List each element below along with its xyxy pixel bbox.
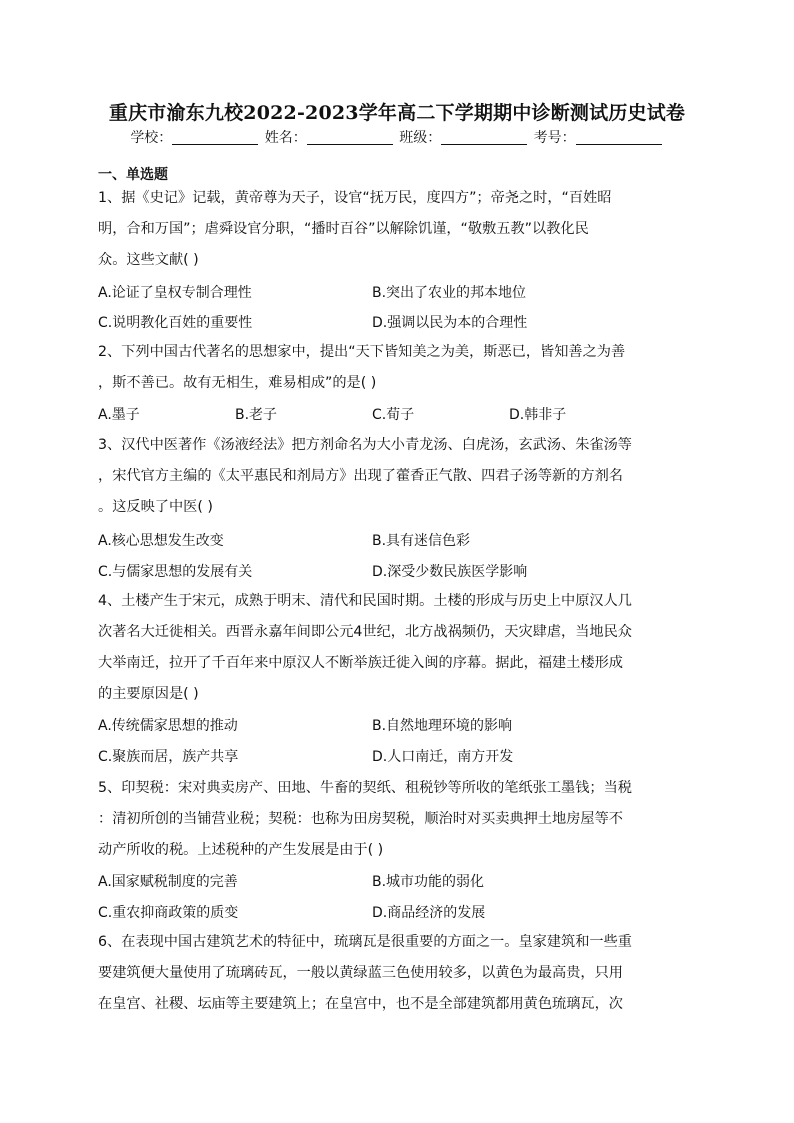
question-line: ，斯不善已。故有无相生，难易相成”的是( )	[98, 375, 377, 391]
option-c[interactable]: C.说明教化百姓的重要性	[98, 315, 253, 331]
question-line: ：清初所创的当铺营业税；契税：也称为田房契税，顺治时对买卖典押土地房屋等不	[98, 811, 623, 827]
question-2-options-row	[98, 400, 698, 430]
question-line: 6、在表现中国古建筑艺术的特征中，琉璃瓦是很重要的方面之一。皇家建筑和一些重	[98, 934, 632, 950]
question-line: 3、汉代中医著作《汤液经法》把方剂命名为大小青龙汤、白虎汤，玄武汤、朱雀汤等	[98, 437, 632, 453]
question-1-options-row-1	[98, 278, 698, 308]
question-line: ，宋代官方主编的《太平惠民和剂局方》出现了藿香正气散、四君子汤等新的方剂名	[98, 468, 623, 484]
question-4-options-row-1	[98, 711, 698, 741]
option-c[interactable]: C.与儒家思想的发展有关	[98, 564, 253, 580]
option-a[interactable]: A.国家赋税制度的完善	[98, 874, 238, 890]
exam-number-label: 考号：	[533, 130, 576, 146]
option-d[interactable]: D.强调以民为本的合理性	[372, 315, 528, 331]
question-line: 1、据《史记》记载，黄帝尊为天子，设官“抚万民，度四方”；帝尧之时，“百姓昭	[98, 190, 612, 206]
option-a[interactable]: A.墨子	[98, 407, 140, 423]
question-line: 4、土楼产生于宋元，成熟于明末、清代和民国时期。土楼的形成与历史上中原汉人几	[98, 593, 632, 609]
question-4	[98, 586, 698, 710]
question-line: 5、印契税：宋对典卖房产、田地、牛畜的契纸、租税钞等所收的笔纸张工墨钱；当税	[98, 780, 632, 796]
question-line: 要建筑便大量使用了琉璃砖瓦，一般以黄绿蓝三色使用较多，以黄色为最高贵，只用	[98, 965, 623, 981]
question-2	[98, 337, 698, 399]
school-label: 学校：	[130, 130, 173, 146]
option-d[interactable]: D.人口南迁，南方开发	[372, 749, 514, 765]
option-b[interactable]: B.具有迷信色彩	[372, 533, 471, 549]
option-a[interactable]: A.传统儒家思想的推动	[98, 718, 238, 734]
student-info-line	[0, 127, 794, 147]
option-c[interactable]: C.聚族而居，族产共享	[98, 749, 239, 765]
option-a[interactable]: A.论证了皇权专制合理性	[98, 285, 252, 301]
exam-number-blank[interactable]	[576, 130, 662, 145]
option-b[interactable]: B.突出了农业的邦本地位	[372, 285, 527, 301]
page-title: 重庆市渝东九校2022-2023学年高二下学期期中诊断测试历史试卷	[108, 102, 686, 124]
section-heading: 一、单选题	[98, 167, 168, 183]
question-1-options-row-2	[98, 308, 698, 338]
option-d[interactable]: D.商品经济的发展	[372, 905, 486, 921]
option-d[interactable]: D.韩非子	[509, 407, 567, 423]
school-blank[interactable]	[172, 130, 258, 145]
option-c[interactable]: C.荀子	[372, 407, 415, 423]
option-b[interactable]: B.自然地理环境的影响	[372, 718, 513, 734]
option-d[interactable]: D.深受少数民族医学影响	[372, 564, 528, 580]
question-3-options-row-1	[98, 526, 698, 556]
question-1	[98, 183, 698, 276]
name-blank[interactable]	[307, 130, 393, 145]
question-5-options-row-2	[98, 898, 698, 928]
question-line: 大举南迁，拉开了千百年来中原汉人不断举族迁徙入闽的序幕。据此，福建土楼形成	[98, 655, 623, 671]
question-line: 众。这些文献( )	[98, 252, 199, 268]
class-blank[interactable]	[441, 130, 527, 145]
name-label: 姓名：	[264, 130, 307, 146]
question-3	[98, 430, 698, 523]
question-line: 在皇宫、社稷、坛庙等主要建筑上；在皇宫中，也不是全部建筑都用黄色琉璃瓦，次	[98, 996, 623, 1012]
class-label: 班级：	[399, 130, 442, 146]
question-line: 次著名大迁徙相关。西晋永嘉年间即公元4世纪，北方战祸频仍，天灾肆虐，当地民众	[98, 624, 632, 640]
option-b[interactable]: B.城市功能的弱化	[372, 874, 485, 890]
question-6	[98, 927, 698, 1020]
question-3-options-row-2	[98, 557, 698, 587]
option-c[interactable]: C.重农抑商政策的质变	[98, 905, 239, 921]
question-line: 动产所收的税。上述税种的产生发展是由于( )	[98, 842, 384, 858]
question-line: 明，合和万国”；虐舜设官分职，“播时百谷”以解除饥谨，“敬敷五教”以教化民	[98, 221, 589, 237]
option-b[interactable]: B.老子	[235, 407, 278, 423]
option-a[interactable]: A.核心思想发生改变	[98, 533, 224, 549]
question-line: 。这反映了中医( )	[98, 499, 213, 515]
question-line: 的主要原因是( )	[98, 686, 199, 702]
question-5	[98, 773, 698, 866]
question-line: 2、下列中国古代著名的思想家中，提出“天下皆知美之为美，斯恶已，皆知善之为善	[98, 344, 626, 360]
question-4-options-row-2	[98, 742, 698, 772]
question-5-options-row-1	[98, 867, 698, 897]
